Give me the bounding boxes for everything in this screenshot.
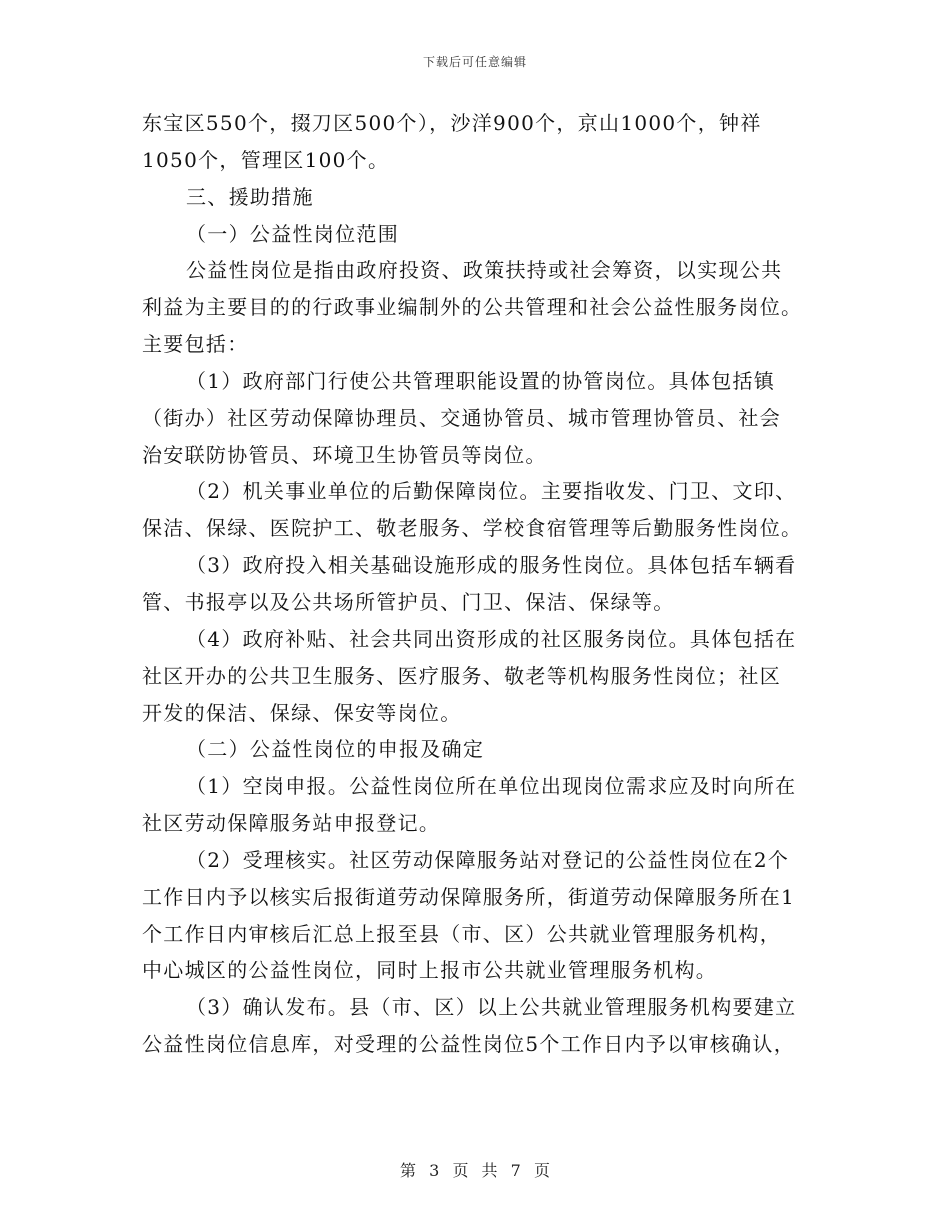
list-item: （1）政府部门行使公共管理职能设置的协管岗位。具体包括镇 bbox=[186, 368, 776, 393]
body-line: 1050个，管理区100个。 bbox=[142, 147, 390, 172]
footer-suffix: 页 bbox=[533, 1161, 550, 1180]
list-item: （1）空岗申报。公益性岗位所在单位出现岗位需求应及时向所在 bbox=[186, 774, 797, 799]
footer-prefix: 第 bbox=[400, 1161, 417, 1180]
subsection-heading: （一）公益性岗位范围 bbox=[186, 221, 399, 246]
body-line: 公益性岗位是指由政府投资、政策扶持或社会筹资，以实现公共 bbox=[186, 258, 783, 283]
body-line: 东宝区550个，掇刀区500个），沙洋900个，京山1000个，钟祥 bbox=[142, 111, 762, 135]
body-line: 保洁、保绿、医院护工、敬老服务、学校食宿管理等后勤服务性岗位。 bbox=[142, 516, 803, 541]
body-line: 利益为主要目的的行政事业编制外的公共管理和社会公益性服务岗位。 bbox=[142, 295, 803, 320]
total-page-number: 7 bbox=[510, 1161, 521, 1180]
body-line: 治安联防协管员、环境卫生协管员等岗位。 bbox=[142, 442, 547, 467]
page-footer bbox=[0, 1158, 950, 1181]
list-item: （2）受理核实。社区劳动保障服务站对登记的公益性岗位在2个 bbox=[186, 847, 790, 872]
section-heading: 三、援助措施 bbox=[186, 184, 314, 209]
footer-page-word: 页 bbox=[452, 1161, 469, 1180]
list-item: （4）政府补贴、社会共同出资形成的社区服务岗位。具体包括在 bbox=[186, 626, 797, 651]
body-line: （街办）社区劳动保障协理员、交通协管员、城市管理协管员、社会 bbox=[142, 405, 781, 430]
list-item: （2）机关事业单位的后勤保障岗位。主要指收发、门卫、文印、 bbox=[186, 479, 797, 504]
list-item: （3）确认发布。县（市、区）以上公共就业管理服务机构要建立 bbox=[186, 995, 797, 1020]
list-item: （3）政府投入相关基础设施形成的服务性岗位。具体包括车辆看 bbox=[186, 553, 797, 578]
body-line: 开发的保洁、保绿、保安等岗位。 bbox=[142, 700, 462, 725]
body-line: 主要包括： bbox=[142, 332, 249, 357]
page-header-note: 下载后可任意编辑 bbox=[422, 55, 527, 69]
document-body bbox=[142, 113, 810, 1071]
body-line: 管、书报亭以及公共场所管护员、门卫、保洁、保绿等。 bbox=[142, 589, 675, 614]
body-line: 公益性岗位信息库，对受理的公益性岗位5个工作日内予以审核确认， bbox=[142, 1032, 796, 1057]
footer-total-word: 共 bbox=[481, 1161, 498, 1180]
body-line: 个工作日内审核后汇总上报至县（市、区）公共就业管理服务机构， bbox=[142, 921, 781, 946]
body-line: 社区开办的公共卫生服务、医疗服务、敬老等机构服务性岗位；社区 bbox=[142, 663, 781, 688]
body-line: 中心城区的公益性岗位，同时上报市公共就业管理服务机构。 bbox=[142, 958, 718, 983]
body-line: 社区劳动保障服务站申报登记。 bbox=[142, 811, 441, 836]
subsection-heading: （二）公益性岗位的申报及确定 bbox=[186, 737, 485, 762]
current-page-number: 3 bbox=[429, 1161, 440, 1180]
body-line: 工作日内予以核实后报街道劳动保障服务所，街道劳动保障服务所在1 bbox=[142, 884, 796, 909]
